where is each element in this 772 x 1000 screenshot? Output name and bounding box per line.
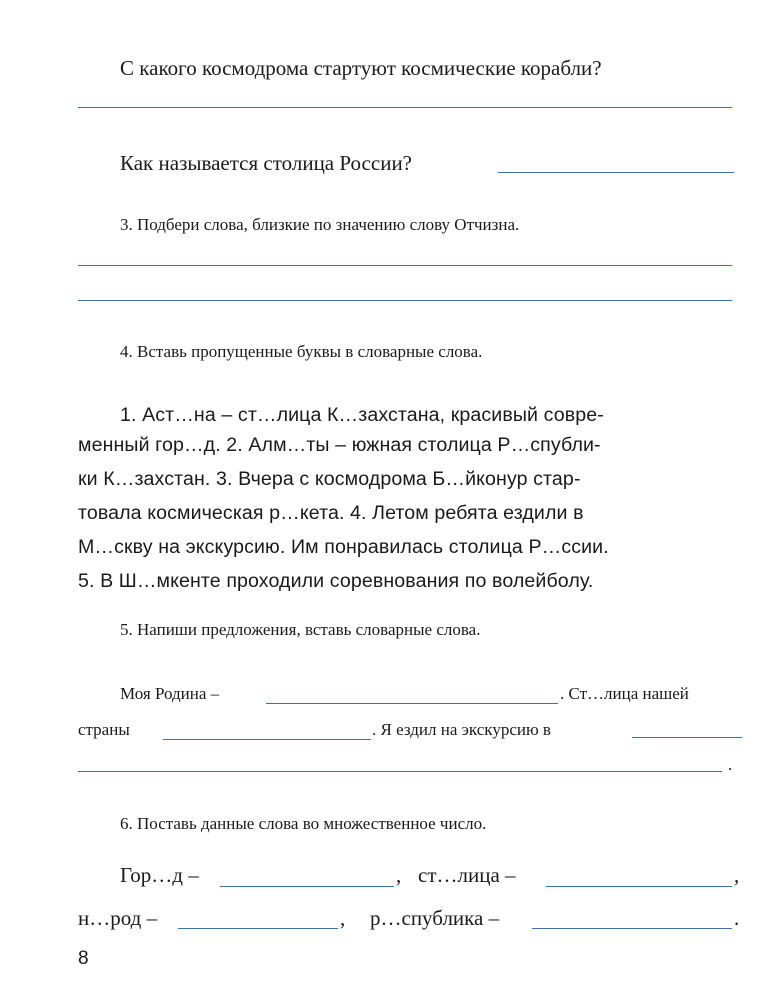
task4-line-6: 5. В Ш…мкенте проходили соревнования по волейболу. bbox=[78, 570, 594, 592]
task5-text-3: страны bbox=[78, 720, 130, 739]
answer-line-task3-1[interactable] bbox=[78, 265, 732, 266]
task6-title: 6. Поставь данные слова во множественное число. bbox=[120, 814, 487, 833]
task4-line-4: товала космическая р…кета. 4. Летом ребята ездили в bbox=[78, 502, 584, 524]
task3-title: 3. Подбери слова, близкие по значению слову Отчизна. bbox=[120, 215, 520, 234]
task6-word-1: Гор…д – bbox=[120, 863, 199, 887]
task5-text-1: Моя Родина – bbox=[120, 684, 220, 703]
task4-line-3: ки К…захстан. 3. Вчера с космодрома Б…йконур стар- bbox=[78, 468, 581, 490]
task5-text-4: . Я ездил на экскурсию в bbox=[372, 720, 551, 739]
question-capital: Как называется столица России? bbox=[120, 151, 413, 175]
task6-comma-3: , bbox=[340, 906, 346, 930]
answer-line-task6-1[interactable] bbox=[220, 886, 394, 887]
answer-line-task6-4[interactable] bbox=[532, 928, 732, 929]
task5-text-2: . Ст…лица нашей bbox=[560, 684, 689, 703]
task6-word-3: н…род – bbox=[78, 906, 158, 930]
task6-comma-1: , bbox=[396, 863, 402, 887]
answer-line-task5-3[interactable] bbox=[632, 737, 742, 738]
task4-line-1: 1. Аст…на – ст…лица К…захстана, красивый совре- bbox=[120, 404, 604, 426]
task6-period: . bbox=[734, 906, 740, 930]
task4-title: 4. Вставь пропущенные буквы в словарные слова. bbox=[120, 342, 483, 361]
task6-comma-2: , bbox=[734, 863, 740, 887]
answer-line-task3-2[interactable] bbox=[78, 300, 732, 301]
task4-line-5: М…скву на экскурсию. Им понравилась столица Р…ссии. bbox=[78, 536, 609, 558]
task5-title: 5. Напиши предложения, вставь словарные слова. bbox=[120, 620, 481, 639]
answer-line-task5-2[interactable] bbox=[163, 739, 371, 740]
task5-period: . bbox=[728, 755, 733, 774]
answer-line-cosmodrome[interactable] bbox=[78, 107, 732, 108]
answer-line-task6-2[interactable] bbox=[546, 886, 732, 887]
task6-word-2: ст…лица – bbox=[418, 863, 516, 887]
task6-word-4: р…спублика – bbox=[370, 906, 500, 930]
answer-line-task6-3[interactable] bbox=[178, 928, 338, 929]
answer-line-capital[interactable] bbox=[498, 172, 734, 173]
answer-line-task5-1[interactable] bbox=[266, 703, 558, 704]
question-cosmodrome: С какого космодрома стартуют космические корабли? bbox=[120, 56, 602, 80]
page-number: 8 bbox=[78, 948, 89, 969]
answer-line-task5-4[interactable] bbox=[78, 771, 722, 772]
task4-line-2: менный гор…д. 2. Алм…ты – южная столица Р…спубли- bbox=[78, 434, 601, 456]
